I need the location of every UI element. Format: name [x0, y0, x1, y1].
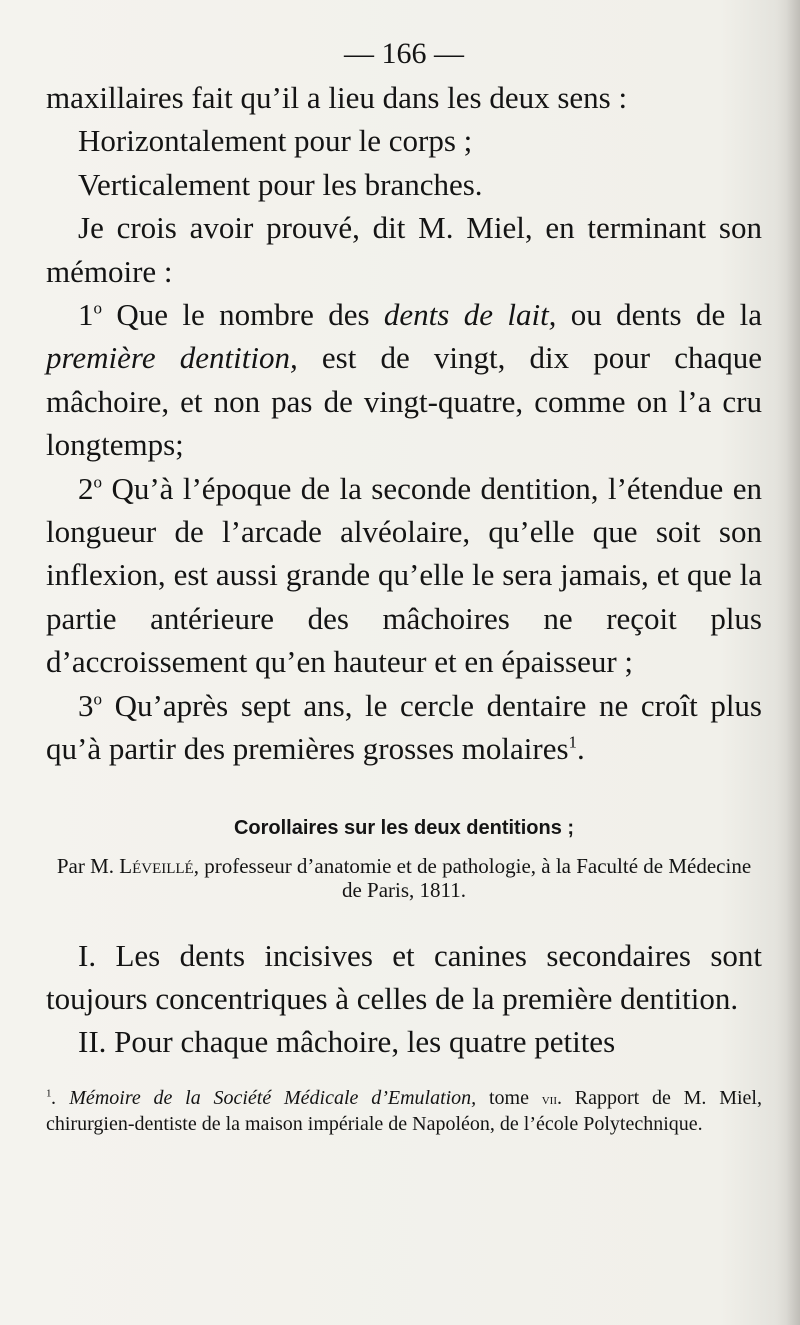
main-text — [46, 76, 762, 771]
point-3-ordinal: o — [93, 689, 103, 709]
paragraph-horizontal: Horizontalement pour le corps ; — [78, 123, 473, 159]
point-1-text-a: Que le nombre des — [102, 297, 384, 333]
point-2-text: Qu’à l’époque de la seconde dentition, l’étendue en longueur de l’arcade alvéolaire, qu’elle que soit son inflexion, est aussi grande qu’elle le sera jamais, et que la partie antérieure des mâchoires ne reçoit plus d’accroissement qu’en hauteur et en épaisseur ; — [46, 470, 762, 680]
footnote-tome-number: vii — [541, 1090, 558, 1108]
point-3-text: Qu’après sept ans, le cercle dentaire ne croît plus qu’à partir des premières grosses molaires — [46, 687, 762, 767]
point-1-text-c: est de vingt, dix pour chaque mâchoire, et non pas de vingt-quatre, comme on l’a cru longtemps; — [46, 340, 762, 463]
paragraph-point-3 — [46, 684, 762, 771]
footnote-tome-label: tome — [476, 1086, 542, 1109]
point-3-end: . — [577, 731, 585, 767]
footnote-title: . Mémoire de la Société Médicale d’Emulation, — [51, 1086, 477, 1109]
byline-prefix: Par M. — [56, 853, 120, 878]
byline-suffix: , professeur d’anatomie et de pathologie, à la Faculté de Médecine de Paris, 1811. — [193, 853, 752, 902]
byline-author: Léveillé — [119, 853, 194, 878]
point-3-number: 3 — [78, 687, 94, 723]
point-2-number: 2 — [78, 470, 94, 506]
footnote-marker: 1 — [46, 1087, 52, 1100]
point-1-emphasis-2: première dentition, — [46, 340, 298, 376]
paragraph-conclusion-intro: Je crois avoir prouvé, dit M. Miel, en terminant son mémoire : — [46, 210, 762, 289]
section-heading: Corollaires sur les deux dentitions ; — [233, 816, 575, 839]
point-1-number: 1 — [78, 297, 94, 333]
paragraph-point-2 — [46, 467, 762, 684]
point-1-ordinal: o — [93, 298, 103, 318]
item-2: II. Pour chaque mâchoire, les quatre petites — [78, 1024, 616, 1060]
paragraph-continuation: maxillaires fait qu’il a lieu dans les deux sens : — [46, 80, 628, 115]
section-byline — [46, 854, 762, 902]
footnote-spacer — [46, 1064, 762, 1086]
point-1-text-b: ou dents de la — [556, 297, 762, 333]
footnote — [46, 1086, 762, 1136]
paragraph-vertical: Verticalement pour les branches. — [78, 166, 483, 202]
item-1: I. Les dents incisives et canines secondaires sont toujours concentriques à celles de la première dentition. — [46, 937, 762, 1016]
footnote-text: . Rapport de M. Miel, chirurgien-dentiste de la maison impériale de Napoléon, de l’école Polytechnique. — [46, 1086, 762, 1135]
point-2-ordinal: o — [93, 472, 103, 492]
footnote-reference: 1 — [568, 732, 578, 752]
page-number: — 166 — — [344, 37, 464, 70]
page-edge-shadow — [786, 0, 800, 1325]
paragraph-point-1 — [46, 293, 762, 467]
point-1-emphasis-1: dents de lait, — [383, 297, 557, 333]
section-text — [46, 934, 762, 1064]
